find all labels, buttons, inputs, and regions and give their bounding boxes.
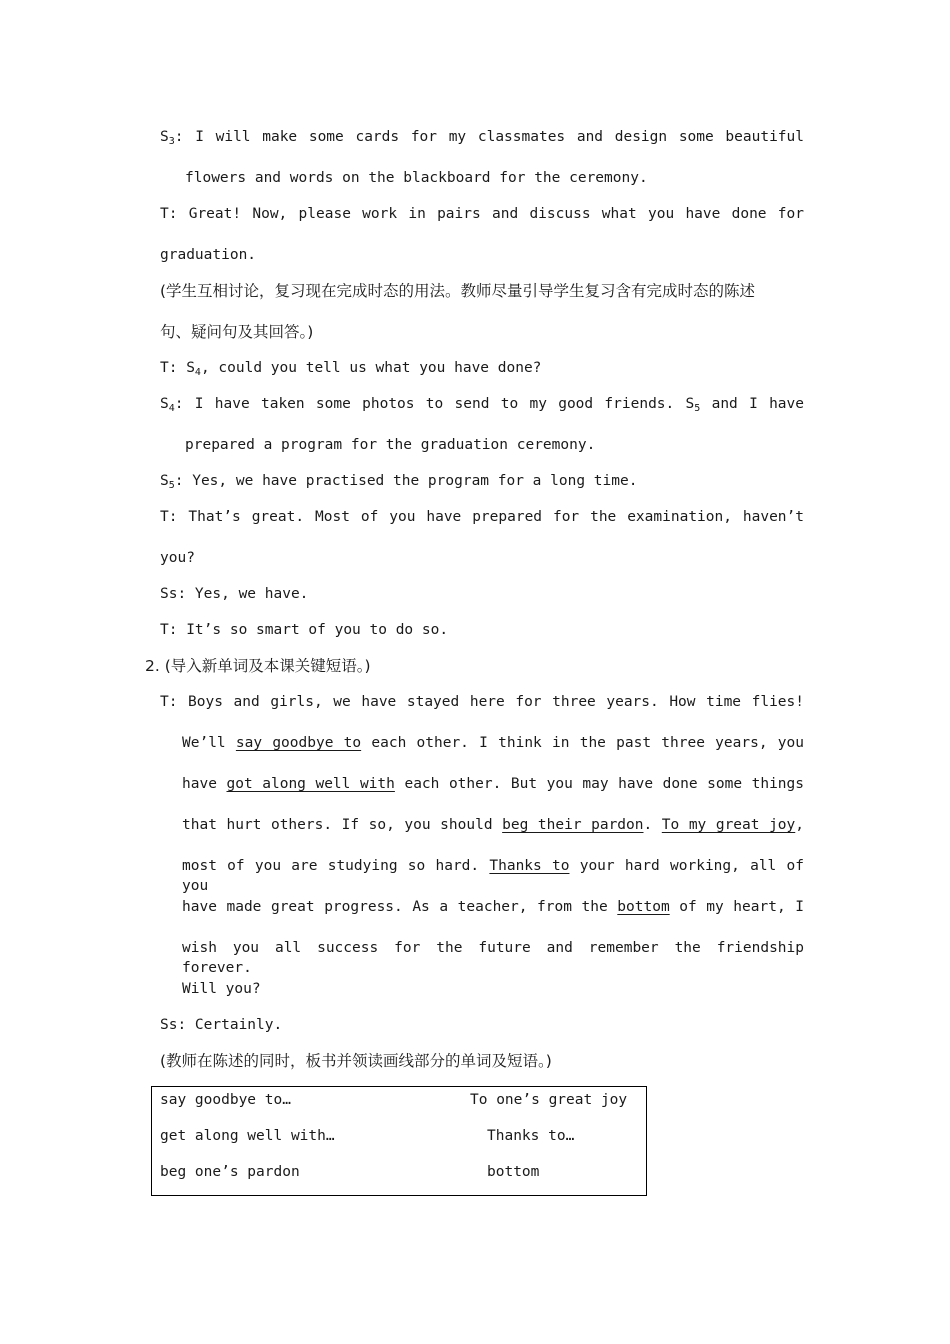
s4-text-b: and I have [700, 396, 804, 412]
s4-line-2: prepared a program for the graduation ceremony. [185, 437, 596, 453]
s5-speaker: S [160, 473, 169, 489]
phrase-say-goodbye-to: say goodbye to [235, 735, 362, 751]
s4-text-a: : I have taken some photos to send to my good friends. S [174, 396, 695, 412]
board-left-1: say goodbye to… [160, 1092, 291, 1108]
p3-text-b: each other. But you may have done some things [394, 776, 804, 792]
paragraph-line-2 [182, 733, 804, 753]
p5-text-a: most of you are studying so hard. [182, 858, 490, 874]
s4-line-1 [160, 394, 804, 419]
blackboard-box [151, 1086, 647, 1196]
t4-line: T: It’s so smart of you to do so. [160, 622, 449, 638]
t2-line [160, 358, 541, 383]
p2-text-a: We’ll [182, 735, 236, 751]
s3-subscript: 3 [168, 136, 175, 147]
board-right-1: To one’s great joy [470, 1092, 628, 1108]
s3-speaker: S [160, 129, 169, 145]
p3-text-a: have [182, 776, 227, 792]
board-right-2: Thanks to… [487, 1128, 575, 1144]
t3-line-2: you? [160, 550, 195, 566]
board-right-3: bottom [487, 1164, 540, 1180]
section-2-heading: 2. (导入新单词及本课关键短语。) [145, 657, 371, 675]
p4-text-c: , [795, 817, 804, 833]
t2-text-a: T: S [160, 360, 195, 376]
phrase-thanks-to: Thanks to [489, 858, 570, 874]
ss-line-1: Ss: Yes, we have. [160, 586, 309, 602]
word-bottom: bottom [617, 899, 670, 915]
note-1-line-2: 句、疑问句及其回答。) [160, 323, 314, 341]
s4-subscript: 4 [168, 403, 175, 414]
t3-line-1: T: That’s great. Most of you have prepared for the examination, haven’t [160, 509, 804, 525]
s5-subscript: 5 [168, 480, 175, 491]
note-1-line-1: (学生互相讨论，复习现在完成时态的用法。教师尽量引导学生复习含有完成时态的陈述 [160, 282, 756, 300]
p4-text-b: . [643, 817, 662, 833]
paragraph-line-3 [182, 774, 804, 794]
paragraph-line-6 [182, 897, 804, 917]
p6-text-a: have made great progress. As a teacher, from the [182, 899, 618, 915]
p6-text-b: of my heart, I [669, 899, 804, 915]
t2-text-b: , could you tell us what you have done? [200, 360, 542, 376]
p4-text-a: that hurt others. If so, you should [182, 817, 503, 833]
phrase-get-along-well-with: got along well with [226, 776, 395, 792]
s4-speaker: S [160, 396, 169, 412]
p5-text-b: your hard working, all of you [182, 858, 804, 894]
s5-text: : Yes, we have practised the program for a long time. [174, 473, 638, 489]
s3-line-1 [160, 127, 804, 152]
paragraph-line-1: T: Boys and girls, we have stayed here for three years. How time flies! [160, 694, 804, 710]
paragraph-line-5 [182, 856, 804, 896]
s3-text-1: : I will make some cards for my classmates and design some beautiful [174, 129, 804, 145]
t1-line-1: T: Great! Now, please work in pairs and discuss what you have done for [160, 206, 804, 222]
phrase-to-my-great-joy: To my great joy [661, 817, 796, 833]
paragraph-line-4 [182, 815, 804, 835]
t2-subscript: 4 [194, 367, 201, 378]
s5-line [160, 471, 637, 496]
ss-line-2: Ss: Certainly. [160, 1017, 283, 1033]
board-left-2: get along well with… [160, 1128, 335, 1144]
note-2: (教师在陈述的同时，板书并领读画线部分的单词及短语。) [160, 1052, 552, 1070]
phrase-beg-their-pardon: beg their pardon [502, 817, 644, 833]
paragraph-line-8: Will you? [182, 981, 261, 997]
p2-text-b: each other. I think in the past three years, you [361, 735, 804, 751]
s4-inline-subscript: 5 [694, 403, 701, 414]
paragraph-line-7: wish you all success for the future and remember the friendship forever. [182, 940, 804, 976]
t1-line-2: graduation. [160, 247, 257, 263]
board-left-3: beg one’s pardon [160, 1164, 300, 1180]
s3-line-2: flowers and words on the blackboard for the ceremony. [185, 170, 648, 186]
